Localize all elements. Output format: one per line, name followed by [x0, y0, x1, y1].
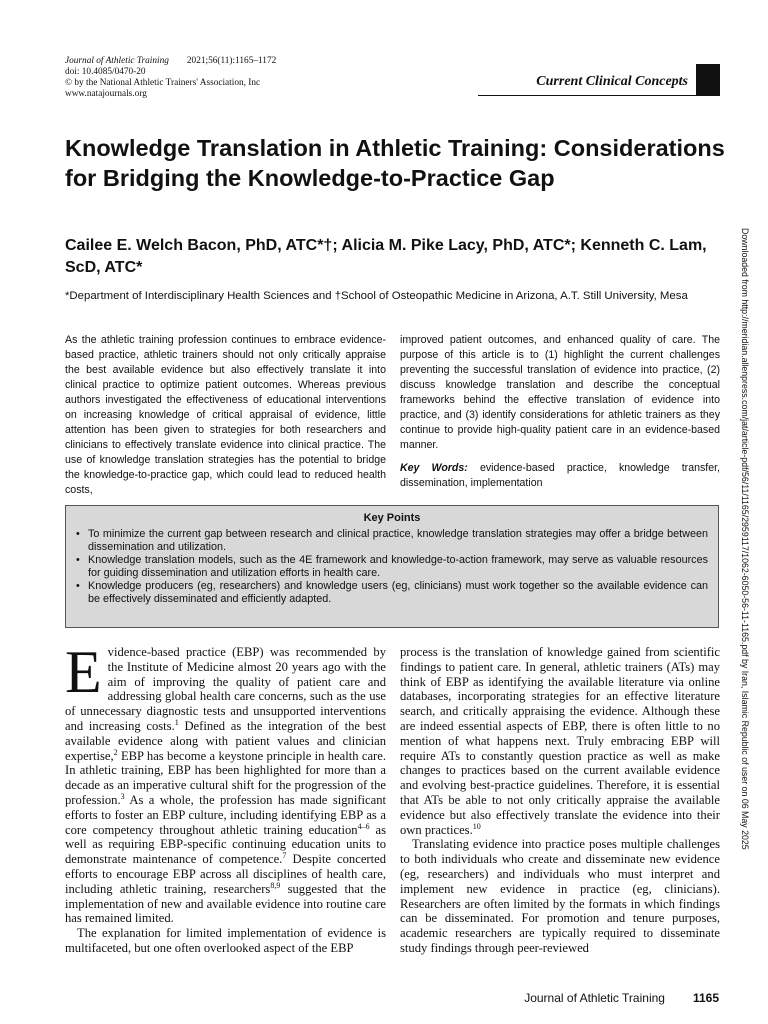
body-column-right: [400, 645, 720, 956]
journal-header-meta: [65, 56, 276, 100]
section-marker-block: [696, 64, 720, 96]
key-point-item: • To minimize the current gap between research and clinical practice, knowledge translation strategies may offer a bridge between dissemination and utilization.: [76, 528, 708, 554]
body-text: vidence-based practice (EBP) was recommended by the Institute of Medicine almost 20 years ago with the aim of improving the quality of patient care and addressing global health care concerns, such as the use of unnecessary diagnostic tests and unsupported interventions and increasing costs.: [65, 645, 386, 733]
body-text: as well as requiring EBP-specific continuing education units to demonstrate maintenance of competence.: [65, 822, 386, 867]
abstract-left: [65, 333, 386, 498]
key-point-item: • Knowledge translation models, such as the 4E framework and knowledge-to-action framework, may serve as valuable resources for guiding dissemination and utilization efforts in health care.: [76, 554, 708, 580]
body-text: Despite concerted efforts to encourage EBP across all disciplines of health care, including athletic training, researchers: [65, 852, 386, 896]
body-text: EBP has become a keystone principle in health care. In athletic training, EBP has been highlighted for more than a decade as an imperative cultural shift for the progression of the profession.: [65, 748, 386, 807]
citation-ref[interactable]: 2: [113, 747, 118, 757]
abstract-right: [400, 333, 720, 491]
body-paragraph: The explanation for limited implementation of evidence is multifaceted, but one often overlooked aspect of the EBP: [65, 926, 386, 955]
keywords-label: Key Words:: [400, 462, 468, 474]
key-points-title: Key Points: [363, 512, 421, 524]
article-title: Knowledge Translation in Athletic Training: Considerations for Bridging the Knowledge-to-Practice Gap: [65, 135, 725, 191]
citation-ref[interactable]: 10: [472, 821, 481, 831]
abstract-text-left: As the athletic training profession continues to embrace evidence-based practice, athletic trainers should not only critically appraise the best available evidence but also effectively translate it into clinical practice to optimize patient outcomes. Whereas previous authors investigated the effectiveness of educational interventions on increasing knowledge of critical appraisal of evidence, little attention has been given to strategies for both researchers and clinicians to effectively translate evidence into clinical practice. The use of knowledge translation strategies has the potential to bridge the knowledge-to-practice gap, which could lead to reduced health costs,: [65, 334, 386, 496]
download-watermark: [740, 228, 750, 850]
body-paragraph: [65, 639, 387, 926]
article-authors: Cailee E. Welch Bacon, PhD, ATC*†; Alicia M. Pike Lacy, PhD, ATC*; Kenneth C. Lam, ScD, ATC*: [65, 237, 707, 276]
key-points-list: [76, 528, 708, 606]
body-text: As a whole, the profession has made significant efforts to foster an EBP culture, including identifying EBP as a core competency throughout athletic training education: [65, 792, 386, 837]
body-paragraph: [400, 645, 720, 837]
section-label: Current Clinical Concepts: [536, 74, 688, 89]
download-watermark-text: Downloaded from http://meridian.allenpress.com/jat/article-pdf/56/11/1165/2959117/1062-6050-56-11-1165.pdf by Iran, Islamic Republic of user on 06 May 2025: [740, 228, 750, 850]
citation-ref[interactable]: 8,9: [270, 880, 281, 890]
keywords: [400, 461, 720, 491]
journal-name: Journal of Athletic Training: [65, 56, 169, 66]
body-text: suggested that the implementation of new and available evidence into routine care has remained limited.: [65, 881, 387, 926]
body-paragraph: Translating evidence into practice poses multiple challenges to both individuals who create and disseminate new evidence (eg, researchers) and individuals who must interpret and implement new evidence in practice (eg, clinicians). Researchers are often limited by the formats in which findings can be disseminated. For promotion and tenure purposes, academic researchers are typically required to disseminate study findings through peer-reviewed: [400, 837, 720, 955]
copyright: © by the National Athletic Trainers' Association, Inc: [65, 78, 261, 88]
author-affiliation: *Department of Interdisciplinary Health Sciences and †School of Osteopathic Medicine in Arizona, A.T. Still University, Mesa: [65, 290, 688, 302]
footer-journal: Journal of Athletic Training: [524, 991, 665, 1005]
page-footer: [524, 991, 719, 1005]
body-text: Defined as the integration of the best available evidence along with patient values and clinician expertise,: [65, 718, 386, 763]
citation-ref[interactable]: 4–6: [357, 821, 370, 831]
keywords-list: evidence-based practice, knowledge transfer, dissemination, implementation: [400, 462, 720, 489]
body-column-left: [65, 639, 387, 956]
citation-ref[interactable]: 7: [282, 850, 287, 860]
citation: 2021;56(11):1165–1172: [186, 56, 277, 66]
citation-ref[interactable]: 3: [120, 791, 125, 801]
abstract-text-right: improved patient outcomes, and enhanced quality of care. The purpose of this article is to (1) highlight the current challenges preventing the successful translation of evidence into practice, (2) discuss knowledge translation and describe the conceptual frameworks behind the effective translation of evidence into practice, and (3) identify considerations for athletic trainers as they continue to provide high-quality patient care in an evidence-based manner.: [400, 334, 720, 451]
citation-ref[interactable]: 1: [174, 717, 179, 727]
section-rule: [478, 95, 704, 96]
doi: doi: 10.4085/0470-20: [65, 67, 146, 77]
key-points-box: [65, 505, 719, 628]
drop-cap: E: [65, 639, 102, 705]
body-text: process is the translation of knowledge gained from scientific findings to patient care. In general, athletic trainers (ATs) may think of EBP as identifying the available literature via online databases, incorporating strategies for an effective literature search, and critically appraising the evidence. Although these are indeed essential aspects of EBP, there is often little to no mention of what happens next. Truly embracing EBP will require ATs to constantly question practice as well as make changes to practices based on the current available evidence and evolving best-practice guidelines. Therefore, it is essential that ATs be able to not only critically appraise the available evidence but also effectively translate the evidence into their own practices.: [400, 645, 720, 837]
page-number: 1165: [692, 991, 719, 1005]
journal-website[interactable]: www.natajournals.org: [65, 89, 147, 99]
key-point-item: • Knowledge producers (eg, researchers) and knowledge users (eg, clinicians) must work together so the available evidence can be effectively disseminated and efficiently adapted.: [76, 580, 708, 606]
